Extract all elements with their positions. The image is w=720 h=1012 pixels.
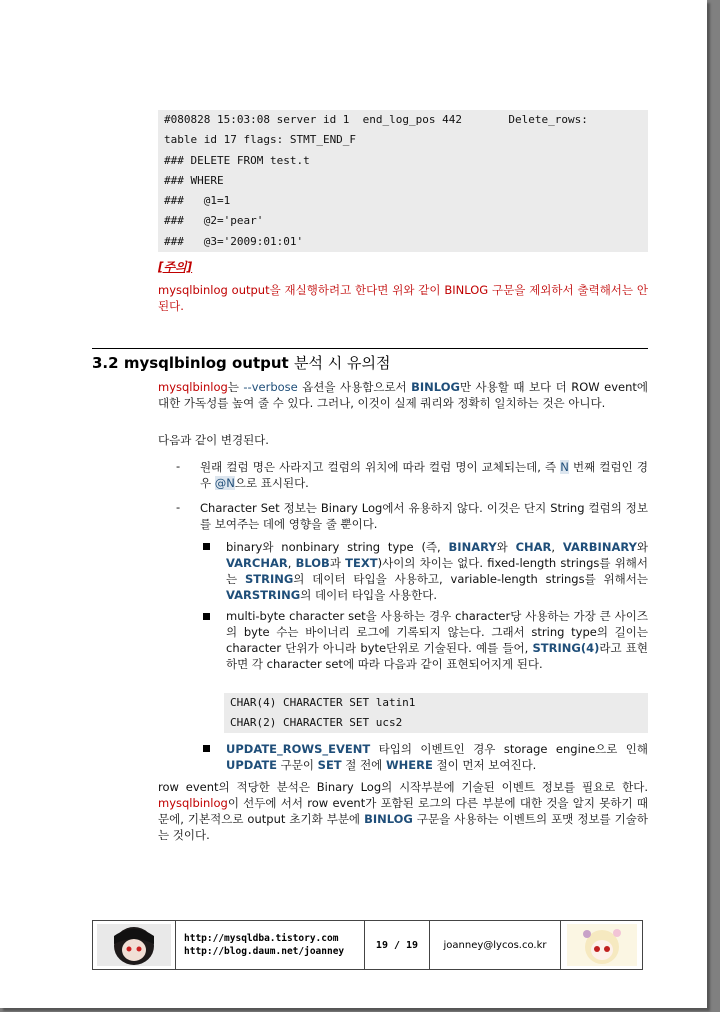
- code-line: ### @3='2009:01:01': [164, 234, 304, 248]
- dash-item: Character Set 정보는 Binary Log에서 유용하지 않다. 이것은 단지 String 컬럼의 정보를 보여주는 데에 영향을 줄 뿐이다.: [200, 501, 648, 531]
- section-title: [92, 352, 390, 373]
- code-line: ### WHERE: [164, 173, 224, 187]
- section-number: 3.2: [92, 354, 119, 372]
- avatar-left-image: [97, 924, 171, 966]
- page-footer: [92, 920, 643, 970]
- code-line: ### DELETE FROM test.t: [164, 153, 310, 167]
- code-line: table id 17 flags: STMT_END_F: [164, 133, 357, 147]
- dash-marker: -: [176, 500, 181, 514]
- bullet-square: [203, 613, 210, 620]
- page-number: 19 / 19: [365, 921, 430, 969]
- code-line: CHAR(2) CHARACTER SET ucs2: [230, 716, 403, 730]
- bullet-square: [203, 543, 210, 550]
- bullet-item-2: multi-byte character set을 사용하는 경우 character당 사용하는 가장 큰 사이즈의 byte 수는 바이너리 로그에 기록되지 않는다. 그래서 string type의 길이는 character 단위가 아니라 byte단위로 기술된다. 예를 들어, STRING(4)라고 표현하면 각 character set에 따라 다음과 같이 표현되어지게 된다.: [226, 609, 649, 671]
- bullet-item-3: UPDATE_ROWS_EVENT 타입의 이벤트인 경우 storage engine으로 인해 UPDATE 구문이 SET 절 전에 WHERE 절이 먼저 보여진다.: [226, 742, 648, 772]
- dash-item: 원래 컬럼 명은 사라지고 컬럼의 위치에 따라 컬럼 명이 교체되는데, 즉 N 번째 컬럼인 경우 @N으로 표시된다.: [200, 460, 648, 490]
- code-block-charset: [224, 693, 648, 733]
- section-title-rest: 분석 시 유의점: [293, 354, 391, 372]
- footer-email[interactable]: joanney@lycos.co.kr: [430, 921, 561, 969]
- closing-paragraph: row event의 적당한 분석은 Binary Log의 시작부분에 기술된 이벤트 정보를 필요로 한다. mysqlbinlog이 선두에 서서 row event가 포함된 로그의 다른 부분에 대한 것을 알지 못하기 때문에, 기본적으로 output 초기화 부분에 BINLOG 구문을 사용하는 이벤트의 포맷 정보를 기술하는 것이다.: [158, 780, 648, 842]
- blog-url-1[interactable]: http://mysqldba.tistory.com: [184, 933, 339, 944]
- section-title-em: mysqlbinlog output: [123, 354, 289, 372]
- code-line: ### @1=1: [164, 194, 231, 208]
- note-label: [주의]: [158, 260, 193, 274]
- footer-urls: [176, 921, 365, 969]
- code-line: #080828 15:03:08 server id 1 end_log_pos 442 Delete_rows:: [164, 113, 588, 126]
- code-line: CHAR(4) CHARACTER SET latin1: [230, 696, 416, 709]
- note-text: mysqlbinlog output을 재실행하려고 한다면 위와 같이 BINLOG 구문을 제외하서 출력해서는 안된다.: [158, 283, 648, 313]
- section-divider: [92, 348, 648, 349]
- footer-avatar-right: [561, 921, 642, 969]
- avatar-right-image: [567, 924, 637, 966]
- blog-url-2[interactable]: http://blog.daum.net/joanney: [184, 946, 345, 957]
- intro-paragraph: mysqlbinlog는 --verbose 옵션을 사용함으로서 BINLOG만 사용할 때 보다 더 ROW event에 대한 가독성를 높여 줄 수 있다. 그러나, 이것이 실제 쿼리와 정확히 일치하는 것은 아니다.: [158, 380, 648, 410]
- bullet-square: [203, 745, 210, 752]
- dash-marker: -: [176, 459, 181, 473]
- code-line: ### @2='pear': [164, 214, 264, 228]
- code-block-binlog: [158, 110, 648, 252]
- footer-avatar-left: [93, 921, 176, 969]
- bullet-item-1: binary와 nonbinary string type (즉, BINARY와 CHAR, VARBINARY와 VARCHAR, BLOB과 TEXT)사이의 차이는 없다. fixed-length strings를 위해서는 STRING의 데이터 타입을 사용하고, variable-length strings를 위해서는 VARSTRING의 데이터 타입을 사용한다.: [226, 540, 649, 602]
- intro-paragraph-2: 다음과 같이 변경된다.: [158, 433, 269, 447]
